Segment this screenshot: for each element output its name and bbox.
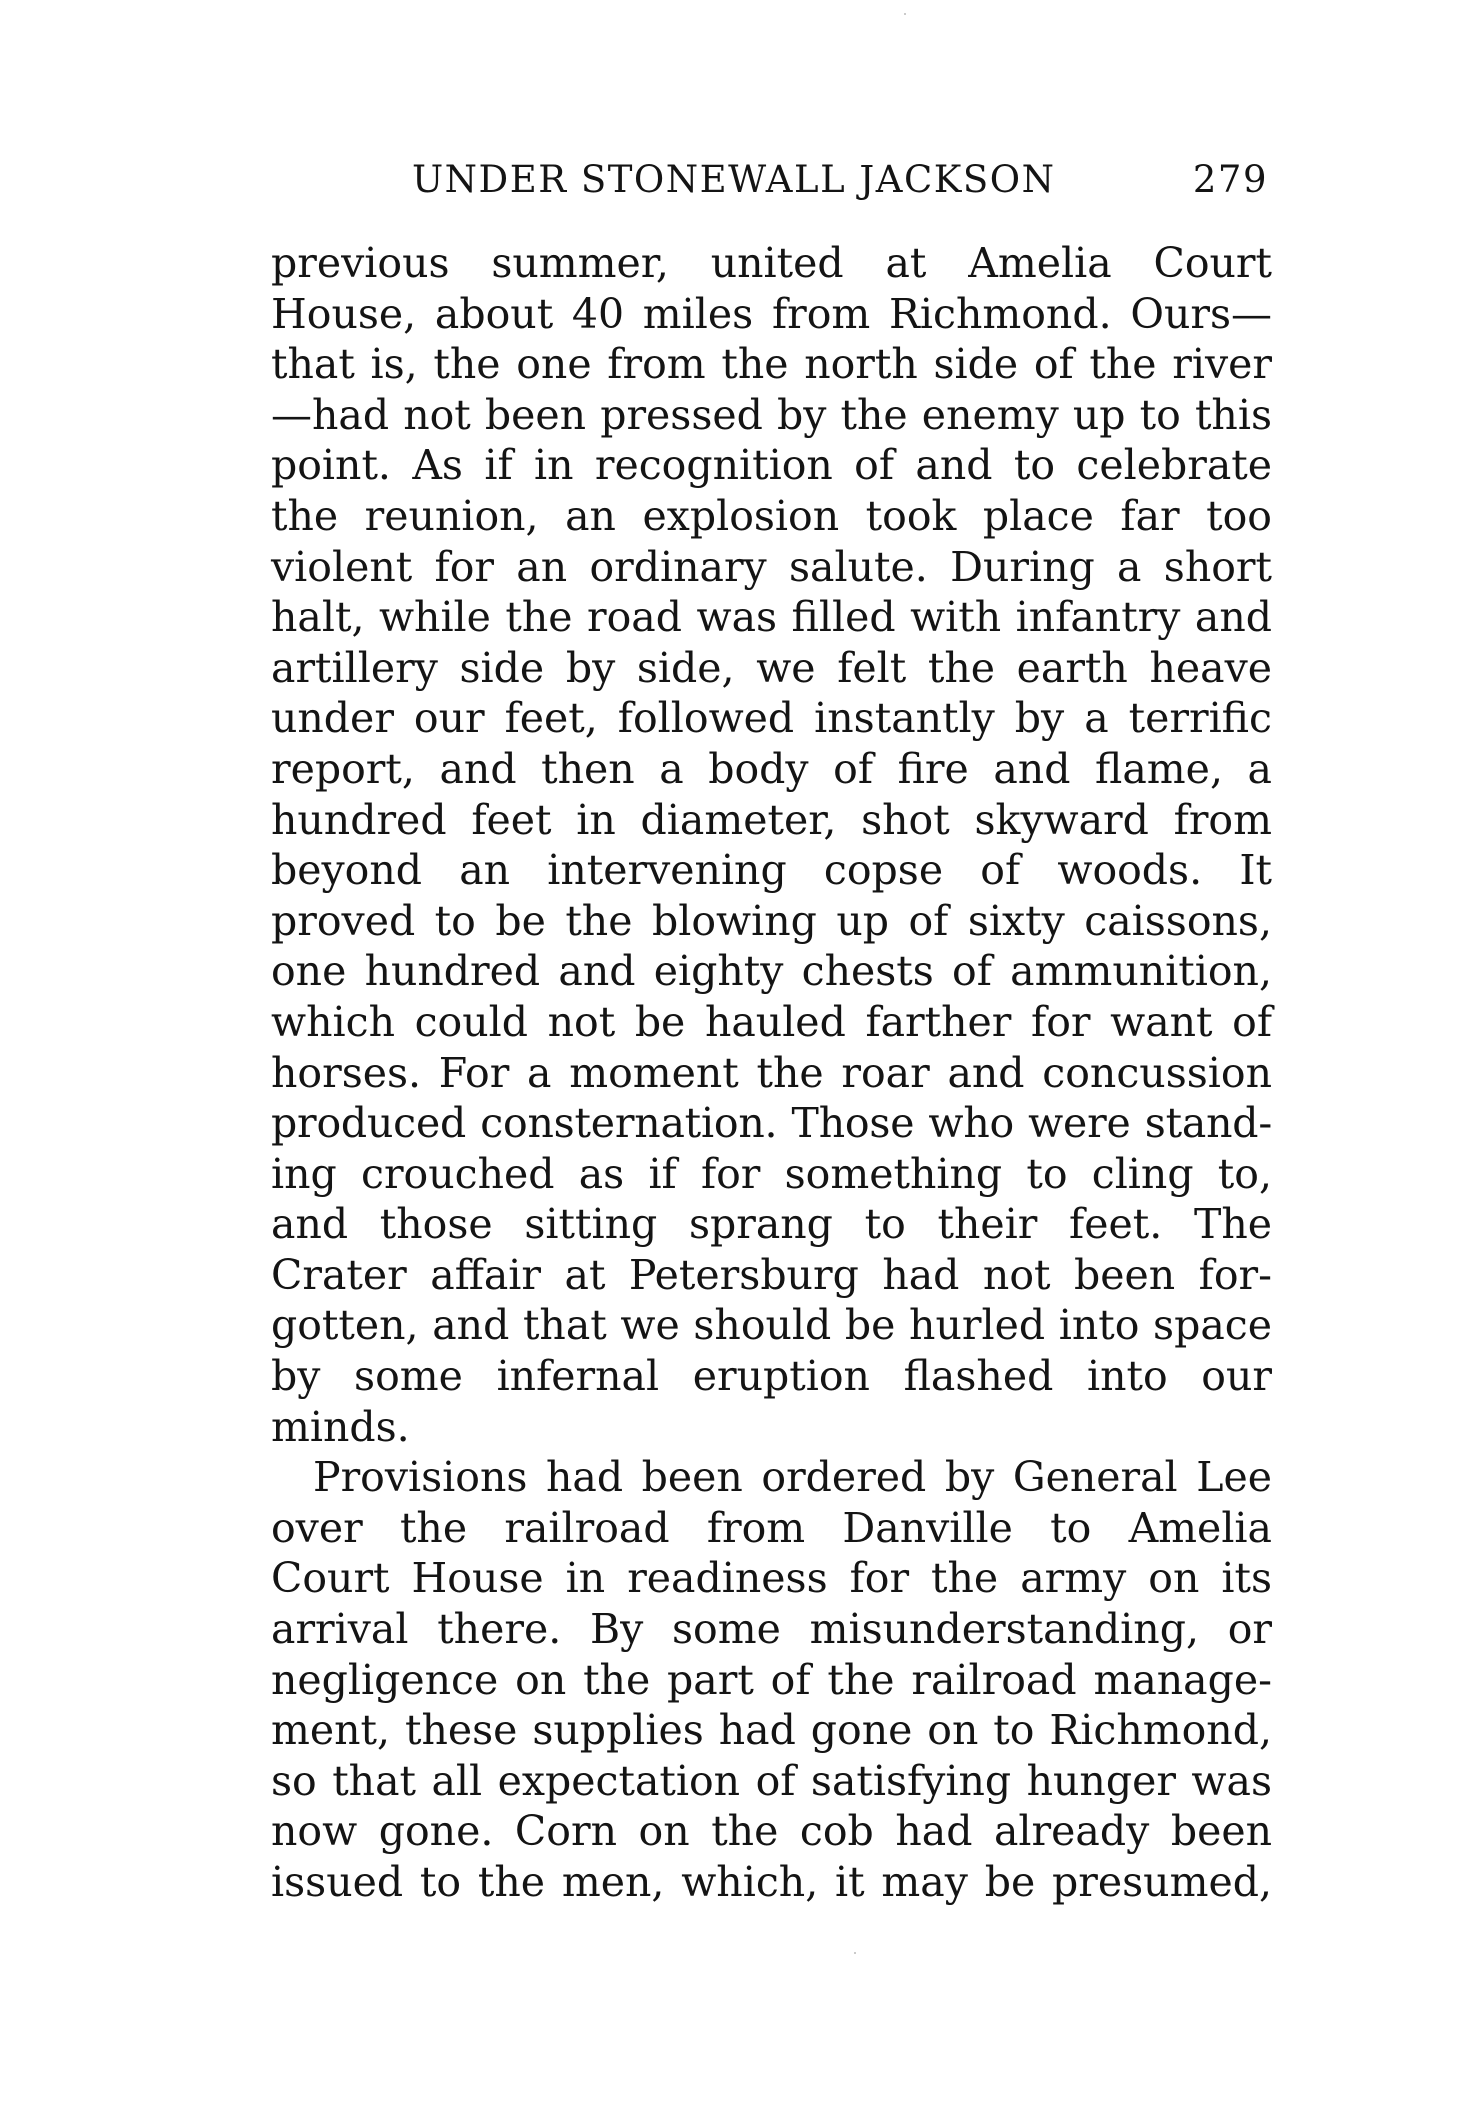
paragraph [271,238,1272,1452]
running-head [412,152,1268,208]
text-line: over the railroad from Danville to Amelia [271,1503,1272,1552]
text-line: proved to be the blowing up of sixty caissons, [271,896,1272,945]
text-line: under our feet, followed instantly by a terrific [271,694,1272,743]
text-line: beyond an intervening copse of woods. It [271,846,1272,895]
text-line: previous summer, united at Amelia Court [271,239,1272,287]
text-line: gotten, and that we should be hurled into space [271,1301,1272,1350]
text-line: ing crouched as if for something to cling to, [271,1149,1272,1198]
text-line: report, and then a body of fire and flame, a [271,744,1272,793]
text-line: point. As if in recognition of and to celebrate [271,441,1272,490]
text-line: so that all expectation of satisfying hunger was [271,1756,1272,1805]
text-line: ment, these supplies had gone on to Richmond, [271,1706,1272,1755]
text-line: arrival there. By some misunderstanding, or [271,1605,1272,1654]
text-line: by some infernal eruption flashed into our [271,1352,1272,1401]
speck-bottom [854,1952,856,1954]
page-number: 279 [1192,158,1268,201]
paragraph [271,1452,1272,1907]
text-line: halt, while the road was filled with infantry and [271,593,1272,642]
text-line: horses. For a moment the roar and concussion [271,1048,1272,1097]
text-line: Provisions had been ordered by General Lee [313,1453,1272,1502]
text-line: the reunion, an explosion took place far too [271,491,1272,540]
text-line: —had not been pressed by the enemy up to this [271,390,1272,439]
text-line: Court House in readiness for the army on its [271,1554,1272,1603]
text-line: House, about 40 miles from Richmond. Ours— [271,289,1272,338]
speck-top [904,13,906,15]
text-line: produced consternation. Those who were stand- [271,1099,1272,1148]
text-line: Crater affair at Petersburg had not been for- [271,1250,1272,1299]
text-line: violent for an ordinary salute. During a short [271,542,1272,591]
text-line: now gone. Corn on the cob had already been [271,1807,1272,1856]
text-line: issued to the men, which, it may be presumed, [271,1858,1272,1906]
text-line: that is, the one from the north side of the river [271,340,1272,389]
body-text [271,238,1272,1908]
text-line: artillery side by side, we felt the earth heave [271,643,1272,692]
text-line: minds. [271,1402,410,1451]
text-line: one hundred and eighty chests of ammunition, [271,947,1272,996]
text-line: negligence on the part of the railroad manage- [271,1655,1272,1704]
text-line: and those sitting sprang to their feet. The [271,1200,1272,1249]
text-line: which could not be hauled farther for want of [271,997,1272,1046]
text-line: hundred feet in diameter, shot skyward from [271,795,1272,844]
running-title: UNDER STONEWALL JACKSON [412,158,1056,201]
